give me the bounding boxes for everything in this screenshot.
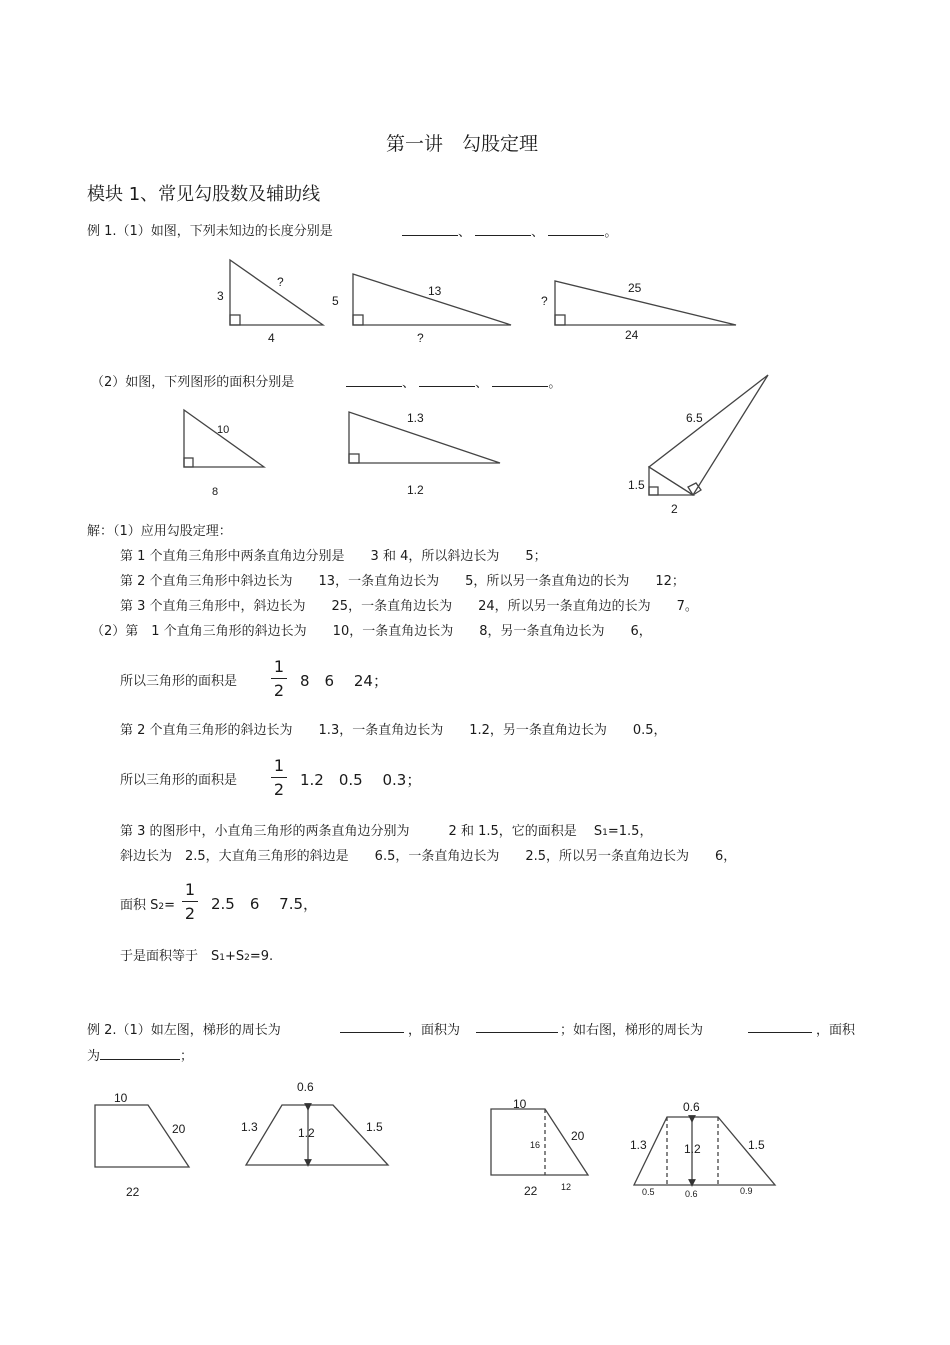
t1-leg-h: 4 [268, 331, 275, 345]
l-b-height: 1.2 [298, 1126, 315, 1140]
r-b-top: 0.6 [683, 1100, 700, 1114]
ex2-qf: ； [180, 1049, 194, 1064]
l-a-bottom: 22 [126, 1185, 140, 1199]
l12-mid: +S [225, 949, 245, 964]
t2-leg-v: 5 [332, 294, 339, 308]
half-fraction [271, 657, 287, 700]
fig2-t1-base: 8 [212, 486, 219, 498]
r-b-b2: 0.6 [685, 1189, 698, 1199]
sol-line-9 [120, 820, 652, 839]
l11-pre: 面积 S [120, 898, 159, 913]
ex1-q2: （2）如图，下列图形的面积分别是 [91, 375, 295, 390]
t3-hyp: 25 [628, 281, 642, 295]
l12-post: =9. [249, 949, 274, 964]
sol-line-10: 斜边长为 2.5，大直角三角形的斜边是 6.5，一条直角边长为 2.5，所以另一条直角边长为 6， [120, 849, 737, 864]
end: 。 [604, 225, 618, 240]
t3-leg-h: 24 [625, 328, 639, 342]
sol-line-8-post: 1.2 0.5 0.3； [300, 771, 422, 789]
sol-line-1: 解：（1）应用勾股定理： [87, 524, 232, 539]
ex2-line-1 [87, 1019, 281, 1038]
l12-s2: 2 [244, 953, 250, 963]
l11-eq: = [164, 898, 176, 913]
frac-den: 2 [273, 780, 285, 799]
fig2-t3-big-hyp: 6.5 [686, 411, 703, 425]
answer-blank[interactable] [548, 223, 604, 236]
fig2-t3-leg-h: 2 [671, 502, 678, 516]
sol-line-5: （2）第 1 个直角三角形的斜边长为 10，一条直角边长为 8，另一条直角边长为 6， [91, 624, 652, 639]
answer-blank[interactable] [402, 223, 458, 236]
frac-bar [271, 777, 287, 778]
fig-ex1-row2 [0, 370, 950, 520]
l-b-left: 1.3 [241, 1120, 258, 1134]
ex2-qe: 为 [87, 1049, 101, 1064]
r-a-bottom: 22 [524, 1184, 538, 1198]
l9-post: =1.5， [607, 824, 653, 839]
half-fraction [271, 756, 287, 799]
r-b-height: 1.2 [684, 1142, 701, 1156]
fig2-t2-base: 1.2 [407, 483, 424, 497]
sol-line-6-pre: 所以三角形的面积是 [120, 674, 238, 689]
fig2-t1-hyp: 10 [217, 424, 230, 436]
sep: 、 [458, 225, 472, 240]
t1-hyp: ? [277, 275, 284, 289]
frac-num: 1 [273, 657, 285, 676]
ex2-qa: 例 2.（1）如左图，梯形的周长为 [87, 1023, 281, 1038]
fig-ex1-row1 [0, 250, 950, 350]
l9-pre: 第 3 的图形中，小直角三角形的两条直角边分别为 2 和 1.5，它的面积是 S [120, 824, 603, 839]
fig-ex2 [0, 1075, 950, 1215]
module-heading: 模块 1、常见勾股数及辅助线 [87, 184, 321, 205]
frac-bar [271, 678, 287, 679]
ex2-line-2 [87, 1045, 193, 1064]
sol-line-11-post: 2.5 6 7.5， [211, 895, 319, 913]
t2-leg-h: ? [417, 331, 424, 345]
ex1-q1-blanks [402, 221, 617, 240]
fig2-t2-hyp: 1.3 [407, 411, 424, 425]
sol-line-12 [120, 945, 273, 964]
l11-sub: 2 [158, 902, 165, 912]
fig2-t3-leg-v: 1.5 [628, 478, 645, 492]
sol-line-4: 第 3 个直角三角形中，斜边长为 25，一条直角边长为 24，所以另一条直角边的长为 7。 [120, 599, 698, 614]
end: 。 [548, 376, 562, 391]
half-fraction [182, 880, 198, 923]
ex1-q1 [87, 220, 333, 239]
sep: 、 [531, 225, 545, 240]
page-title: 第一讲 勾股定理 [386, 133, 539, 155]
frac-bar [182, 901, 198, 902]
answer-blank[interactable] [475, 223, 531, 236]
t3-leg-v: ? [541, 294, 548, 308]
frac-den: 2 [273, 681, 285, 700]
sol-line-6-post: 8 6 24； [300, 672, 388, 690]
l-b-top: 0.6 [297, 1080, 314, 1094]
answer-blank[interactable] [476, 1020, 558, 1033]
l-b-right: 1.5 [366, 1120, 383, 1134]
sol-line-3: 第 2 个直角三角形中斜边长为 13，一条直角边长为 5，所以另一条直角边的长为 12； [120, 574, 685, 589]
r-b-b1: 0.5 [642, 1187, 655, 1197]
t1-leg-v: 3 [217, 289, 224, 303]
r-b-right: 1.5 [748, 1138, 765, 1152]
l9-sub: 1 [602, 828, 608, 838]
ex1-q1-text: 例 1.（1）如图，下列未知边的长度分别是 [87, 224, 333, 239]
sep: 、 [475, 376, 489, 391]
sol-line-2: 第 1 个直角三角形中两条直角边分别是 3 和 4，所以斜边长为 5； [120, 549, 547, 564]
l-a-top: 10 [114, 1091, 128, 1105]
ex2-qb: ，面积为 [408, 1023, 461, 1038]
frac-num: 1 [184, 880, 196, 899]
r-a-right: 20 [571, 1129, 585, 1143]
answer-blank[interactable] [100, 1047, 180, 1060]
t2-hyp: 13 [428, 284, 442, 298]
answer-blank[interactable] [340, 1020, 404, 1033]
l-a-right: 20 [172, 1122, 186, 1136]
sep: 、 [402, 376, 416, 391]
l12-pre: 于是面积等于 S [120, 949, 220, 964]
sol-line-11 [120, 894, 175, 913]
ex2-qc: ；如右图，梯形的周长为 [560, 1023, 704, 1038]
r-b-left: 1.3 [630, 1138, 647, 1152]
r-a-top: 10 [513, 1097, 527, 1111]
ex2-qd: ，面积 [816, 1023, 856, 1038]
r-a-extra: 12 [561, 1182, 572, 1192]
answer-blank[interactable] [748, 1020, 812, 1033]
r-a-height: 16 [530, 1140, 541, 1150]
sol-line-8-pre: 所以三角形的面积是 [120, 773, 238, 788]
sol-line-7: 第 2 个直角三角形的斜边长为 1.3，一条直角边长为 1.2，另一条直角边长为 0.5， [120, 723, 667, 738]
l12-s1: 1 [219, 953, 225, 963]
frac-den: 2 [184, 904, 196, 923]
frac-num: 1 [273, 756, 285, 775]
r-b-b3: 0.9 [740, 1186, 753, 1196]
